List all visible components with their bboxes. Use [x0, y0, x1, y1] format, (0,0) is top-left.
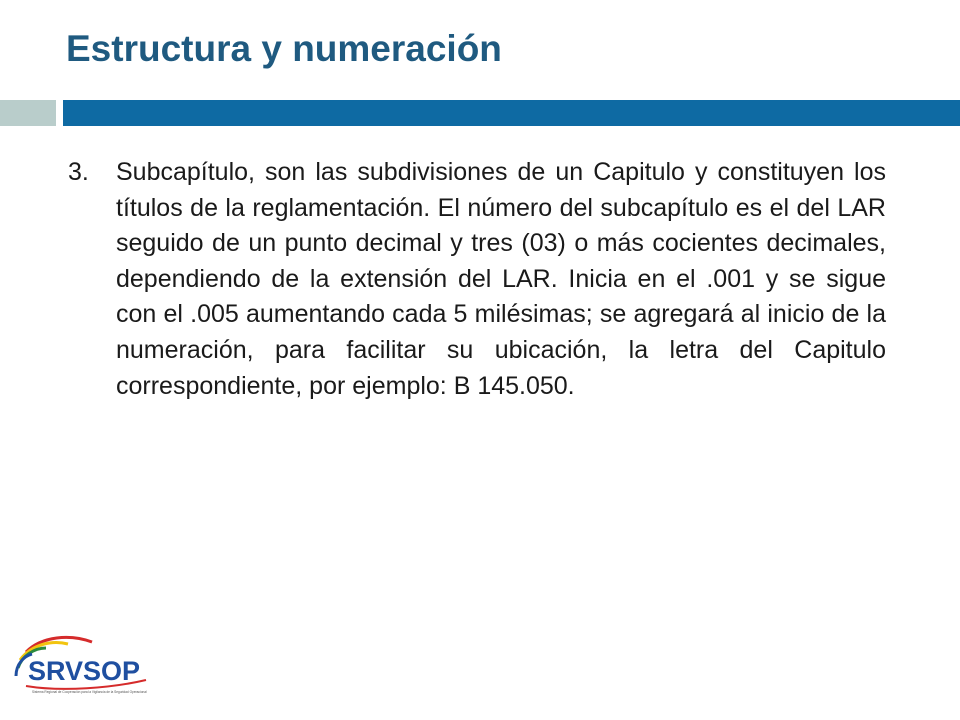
- logo-wordmark: SRVSOP: [28, 656, 141, 686]
- logo-tagline: Sistema Regional de Cooperación para la Vigilancia de la Seguridad Operacional: [32, 690, 147, 694]
- list-item-number: 3.: [68, 158, 89, 186]
- header-bar: [63, 100, 960, 126]
- slide-title: Estructura y numeración: [66, 28, 502, 69]
- srvsop-logo-graphic: [12, 630, 152, 706]
- srvsop-logo: [12, 630, 152, 706]
- numbered-list-item: [68, 155, 886, 404]
- header-bar-accent: [0, 100, 56, 126]
- list-item-text: Subcapítulo, son las subdivisiones de un Capitulo y constituyen los títulos de la reglamentación. El número del subcapítulo es el del LAR seguido de un punto decimal y tres (03) o más cocientes decimales, dependiendo de la extensión del LAR. Inicia en el .001 y se sigue con el .005 aumentando cada 5 milésimas; se agregará al inicio de la numeración, para facilitar su ubicación, la letra del Capitulo correspondiente, por ejemplo: B 145.050.: [116, 158, 886, 400]
